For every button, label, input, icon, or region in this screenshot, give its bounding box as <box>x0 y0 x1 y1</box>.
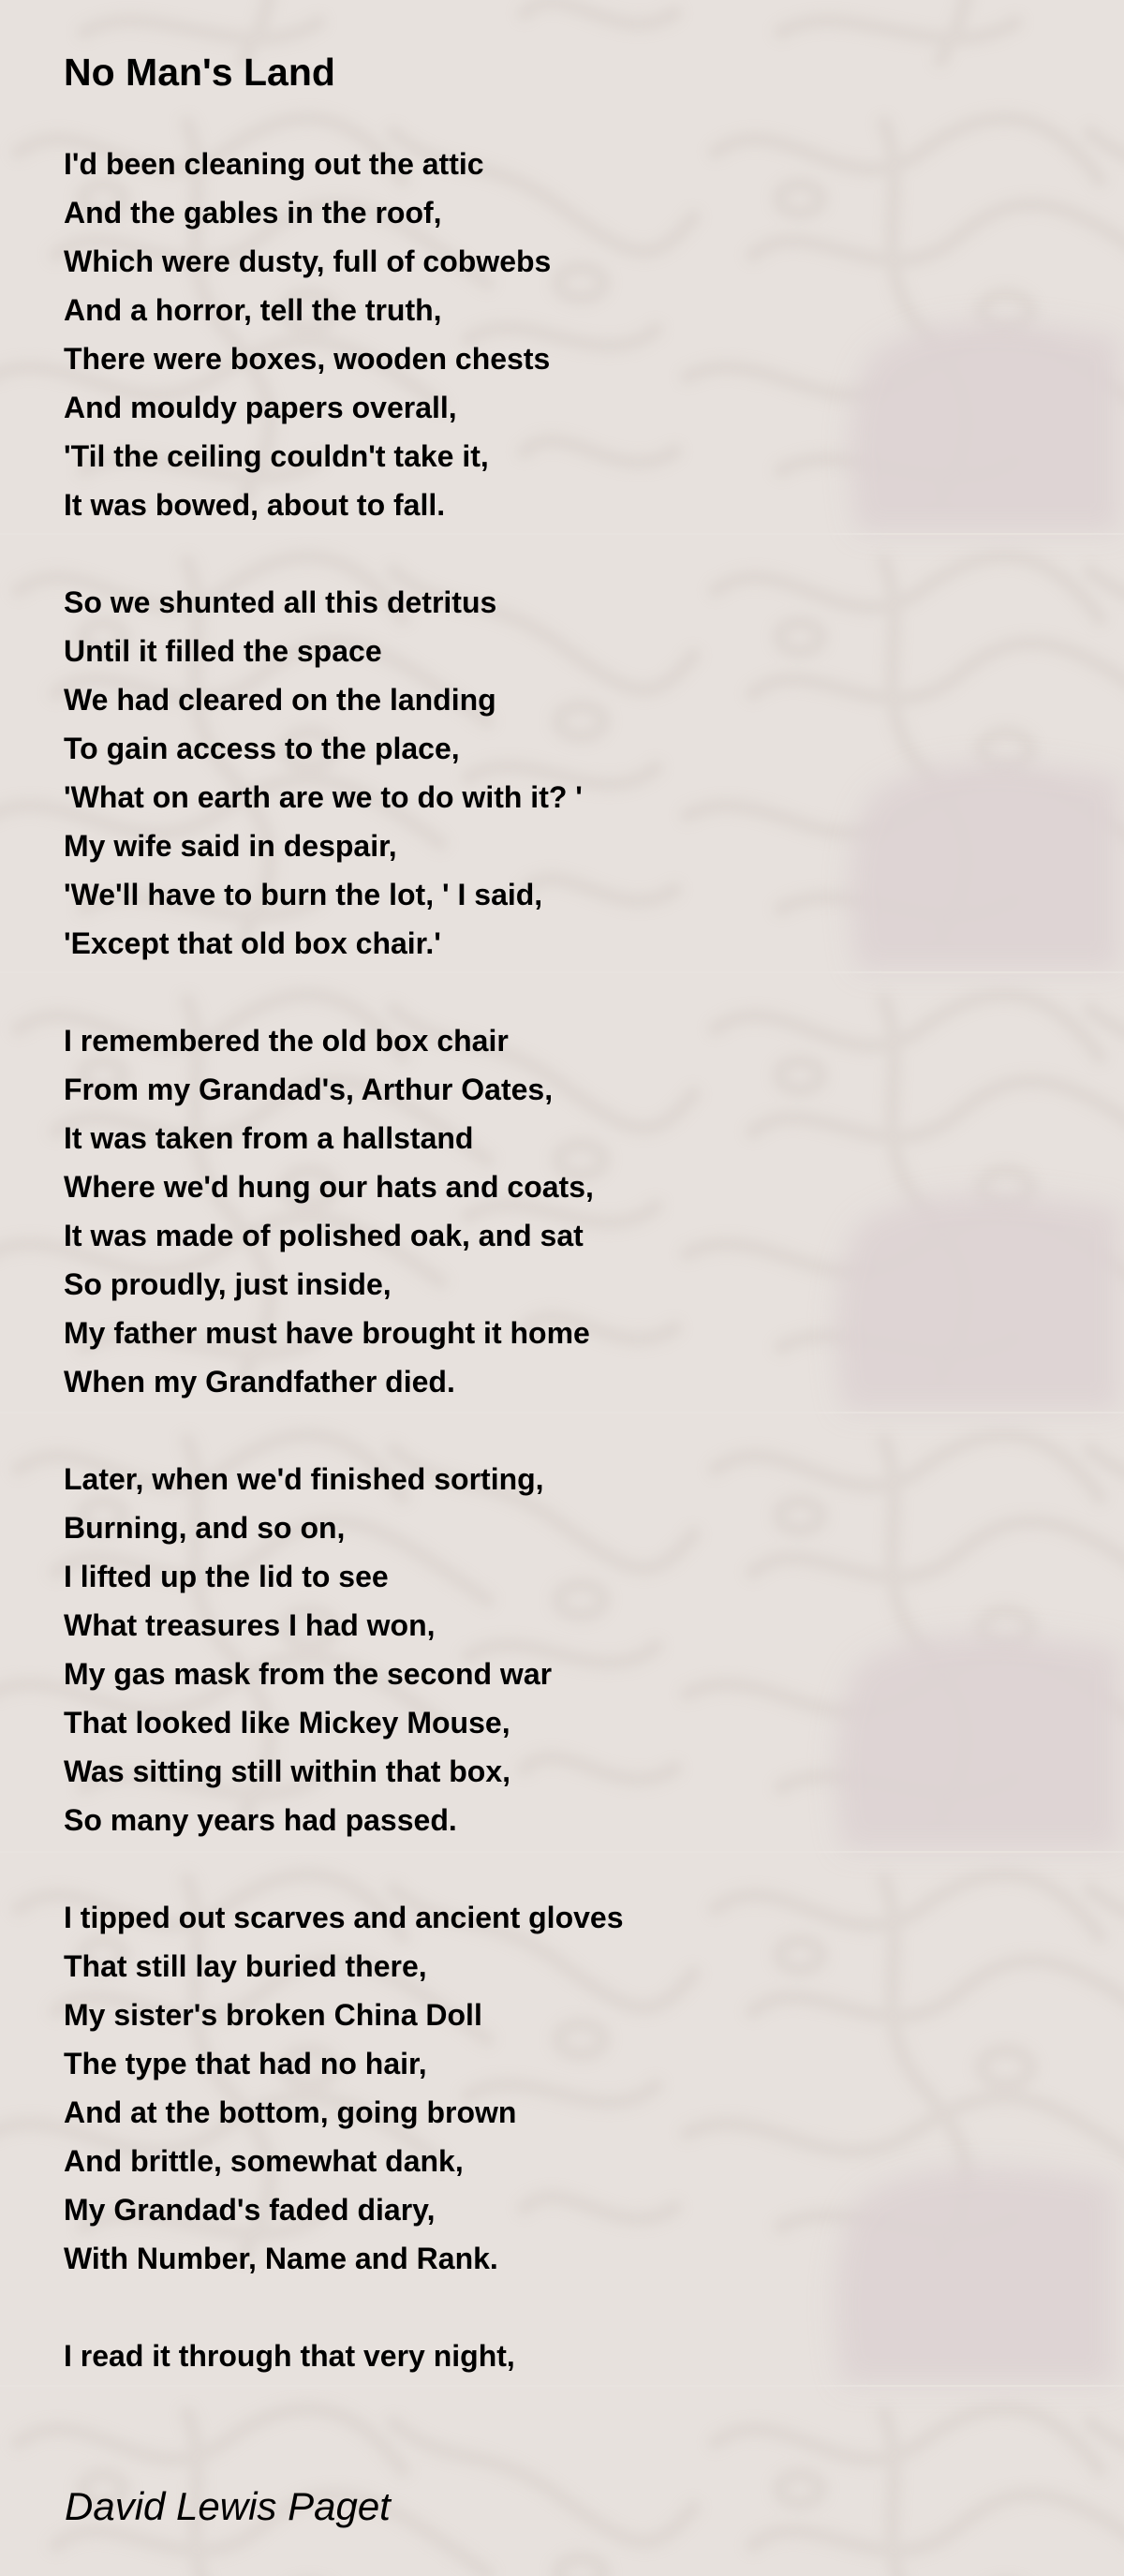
poem-line: My father must have brought it home <box>64 1316 590 1350</box>
poem-line: 'We'll have to burn the lot, ' I said, <box>64 878 543 911</box>
poem-line: I'd been cleaning out the attic <box>64 147 484 181</box>
poem-line: So proudly, just inside, <box>64 1267 392 1301</box>
stanza-5 <box>64 1893 624 2283</box>
poem-line: To gain access to the place, <box>64 732 460 765</box>
poem-title: No Man's Land <box>64 51 335 94</box>
poem-line: My sister's broken China Doll <box>64 1998 482 2032</box>
poem-line: I remembered the old box chair <box>64 1024 509 1058</box>
poem-line: My Grandad's faded diary, <box>64 2193 436 2227</box>
poem-line: Where we'd hung our hats and coats, <box>64 1170 594 1204</box>
poem-line: Burning, and so on, <box>64 1511 346 1545</box>
poem-line: That looked like Mickey Mouse, <box>64 1706 510 1740</box>
poem-line: And the gables in the roof, <box>64 196 442 229</box>
poem-line: When my Grandfather died. <box>64 1365 455 1399</box>
poem-line: We had cleared on the landing <box>64 683 496 717</box>
poem-line: And a horror, tell the truth, <box>64 293 442 327</box>
poem-line: I lifted up the lid to see <box>64 1560 389 1593</box>
poem-line: So many years had passed. <box>64 1803 457 1837</box>
poem-line: It was taken from a hallstand <box>64 1121 474 1155</box>
stanza-1 <box>64 140 624 529</box>
poem-line: My wife said in despair, <box>64 829 397 863</box>
poem-line: With Number, Name and Rank. <box>64 2242 498 2275</box>
poem-line: So we shunted all this detritus <box>64 585 497 619</box>
poem-line: There were boxes, wooden chests <box>64 342 551 376</box>
poem-line: What treasures I had won, <box>64 1608 436 1642</box>
stanza-6 <box>64 2332 624 2380</box>
poem-line: And mouldy papers overall, <box>64 391 457 424</box>
poem-line: My gas mask from the second war <box>64 1657 553 1691</box>
poem-line: And at the bottom, going brown <box>64 2095 517 2129</box>
poem-line: The type that had no hair, <box>64 2047 427 2080</box>
poem-line: It was made of polished oak, and sat <box>64 1219 584 1252</box>
stanza-4 <box>64 1455 624 1844</box>
poem-line: It was bowed, about to fall. <box>64 488 446 522</box>
poem-line: Until it filled the space <box>64 634 382 668</box>
poem-line: I tipped out scarves and ancient gloves <box>64 1901 624 1934</box>
poem-author: David Lewis Paget <box>65 2484 391 2528</box>
poem-line: 'Except that old box chair.' <box>64 926 441 960</box>
poem-line: That still lay buried there, <box>64 1949 427 1983</box>
poem-line: Was sitting still within that box, <box>64 1754 511 1788</box>
poem-line: From my Grandad's, Arthur Oates, <box>64 1073 554 1106</box>
poem-line: Later, when we'd finished sorting, <box>64 1462 544 1496</box>
stanza-2 <box>64 578 624 968</box>
poem-line: And brittle, somewhat dank, <box>64 2144 464 2178</box>
poem-line: I read it through that very night, <box>64 2339 515 2373</box>
stanza-3 <box>64 1016 624 1406</box>
poem-body <box>64 140 624 2380</box>
poem-line: 'What on earth are we to do with it? ' <box>64 780 583 814</box>
poem-line: 'Til the ceiling couldn't take it, <box>64 439 489 473</box>
poem-line: Which were dusty, full of cobwebs <box>64 244 552 278</box>
